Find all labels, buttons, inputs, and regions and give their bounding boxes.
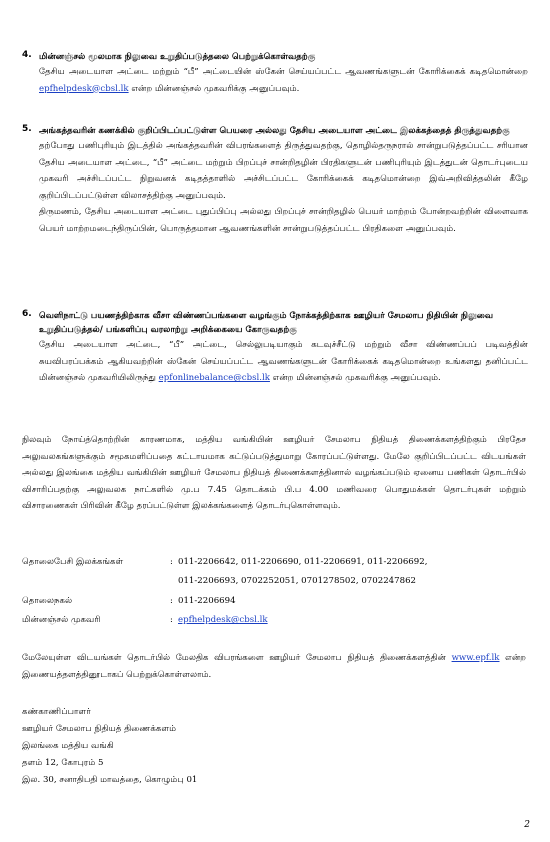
colon: : (170, 557, 173, 567)
email-link[interactable]: epfhelpdesk@cbsl.lk (178, 615, 268, 625)
colon: : (170, 615, 173, 625)
section-title: அங்கத்தவரின் கணக்கில் குறிப்பிடப்பட்டுள்ள பெயரை அல்லது தேசிய அடையாள அட்டை இலக்கத்தைத் திருத்துவதற்கு (39, 126, 510, 136)
colon: : (170, 596, 173, 606)
email-label: மின்னஞ்சல் முகவரி (22, 615, 101, 625)
section-number: 6. (22, 309, 32, 319)
address-line: இல. 30, சனாதிபதி மாவத்தை, கொழும்பு 01 (22, 775, 198, 785)
section-number: 5. (22, 124, 32, 134)
section-number: 4. (22, 50, 32, 60)
website-link[interactable]: www.epf.lk (451, 653, 500, 663)
fax-label: தொலைநகல் (22, 596, 73, 606)
email-link[interactable]: epfonlinebalance@cbsl.lk (158, 373, 270, 383)
body-text: என்ற மின்னஞ்சல் முகவரிக்கு அனுப்பவும். (269, 373, 441, 383)
website-paragraph (22, 650, 526, 683)
body-text: என்ற இணையத்தளத்தினூடாகப் பெற்றுக்கொள்ளலாம். (22, 653, 526, 680)
section-6 (22, 309, 528, 387)
section-body (39, 64, 528, 97)
phone-numbers: 011-2206693, 0702252051, 0701278502, 0702247862 (178, 576, 416, 586)
section-body-2: திருமணம், தேசிய அடையாள அட்டை புதுப்பிப்பு அல்லது பிறப்புச் சான்றிதழில் பெயர் மாற்றம் போன்றவற்றின் விளைவாக பெயர் மாற்றமடைந்திருப்பின், பொருத்தமான ஆவணங்களின் சான்றுபடுத்தப்பட்ட பிரதிகளை அனுப்பவும். (39, 207, 528, 234)
body-text: தேசிய அடையாள அட்டை, “பீ” அட்டை, செல்லுபடியாகும் கடவுச்சீட்டு மற்றும் வீசா விண்ணப்பப் படிவத்தின் சுயவிபரப்பக்கம் ஆகியவற்றின் ஸ்கேன் செய்யப்பட்ட ஆவணங்களுடன் கோரிக்கைக் கடிதமொன்றை உங்களது தனிப்பட்ட மின்னஞ்சல் முகவரியிலிருந்து (39, 340, 528, 383)
section-body (39, 337, 528, 387)
phone-row (22, 554, 427, 571)
section-body: தற்போது பணிபுரியும் இடத்தில் அங்கத்தவரின் விபரங்களைத் திருத்துவதற்கு, தொழில்தருநரால் சான்றுபடுத்தப்பட்ட சரியான தேசிய அடையாள அட்டை, “பீ” அட்டை மற்றும் பிறப்புச் சான்றிதழின் பிரதிகளுடன் பணிபுரியும் இடத்துடன் தொடர்புடைய முகவரி அச்சிடப்பட்ட நிறுவனக் கடிதத்தாளில் அச்சிடப்பட்ட கோரிக்கைக் கடிதமொன்றை இவ்அறிவித்தலின் கீழே குறிப்பிடப்பட்டுள்ள விலாசத்திற்கு அனுப்பவும். (39, 141, 528, 201)
section-4 (22, 50, 528, 97)
section-title: வெளிநாட்டு பயணத்திற்காக வீசா விண்ணப்பங்களை வழங்கும் நோக்கத்திற்காக ஊழியர் சேமலாப நிதியின் நிலுவை உறுதிப்படுத்தல்/ பங்களிப்பு வரலாற்று அறிக்கையை கோருவதற்கு (39, 311, 494, 335)
email-link[interactable]: epfhelpdesk@cbsl.lk (39, 83, 129, 94)
page-number: 2 (524, 820, 530, 830)
body-text: மேலேயுள்ள விடயங்கள் தொடர்பில் மேலதிக விபரங்களை ஊழியர் சேமலாப நிதியத் திணைக்களத்தின் (22, 653, 452, 663)
fax-number: 011-2206694 (178, 596, 236, 606)
address-line: தளம் 12, கோபுரம் 5 (22, 758, 104, 768)
section-title: மின்னஞ்சல் மூலமாக நிலுவை உறுதிப்படுத்தலை பெற்றுக்கொள்வதற்கு (39, 52, 316, 62)
body-text: தேசிய அடையாள அட்டை மற்றும் “பீ” அட்டையின் ஸ்கேன் செய்யப்பட்ட ஆவணங்களுடன் கோரிக்கைக் கடிதமொன்றை (39, 67, 528, 77)
address-line: ஊழியர் சேமலாப நிதியத் திணைக்களம் (22, 724, 177, 734)
phone-numbers: 011-2206642, 011-2206690, 011-2206691, 011-2206692, (178, 557, 428, 567)
fax-row (22, 593, 236, 610)
address-line: இலங்கை மத்திய வங்கி (22, 741, 114, 751)
phone-row-2 (178, 573, 416, 590)
phone-label: தொலைபேசி இலக்கங்கள் (22, 557, 124, 567)
address-block (22, 704, 197, 789)
section-5 (22, 124, 528, 237)
address-line: கண்காணிப்பாளர் (22, 707, 91, 717)
notice-paragraph: நிலவும் நோய்த்தொற்றின் காரணமாக, மத்திய வங்கியின் ஊழியர் சேமலாப நிதியத் திணைக்களத்திற்கும் பிரதேச அலுவலகங்களுக்கும் சமூகமளிப்பதை கட்டாயமாக கட்டுப்படுத்துமாறு கோரப்பட்டுள்ளது. மேலே குறிப்பிடப்பட்ட விடயங்கள் அல்லது இலங்கை மத்திய வங்கியின் ஊழியர் சேமலாப நிதியத் திணைக்களத்தினால் வழங்கப்படும் ஏனைய பணிகள் தொடர்பில் விசாரிப்பதற்கு அலுவலக நாட்களில் மு.ப 7.45 தொடக்கம் பி.ப 4.00 மணிவரை பொதுமக்கள் தொடர்புகள் மற்றும் விசாரணைகள் பிரிவின் கீழே தரப்பட்டுள்ள இலக்கங்களைத் தொடர்புகொள்ளவும். (22, 435, 526, 511)
body-text: என்ற மின்னஞ்சல் முகவரிக்கு அனுப்பவும். (128, 83, 300, 94)
email-row (22, 612, 268, 629)
